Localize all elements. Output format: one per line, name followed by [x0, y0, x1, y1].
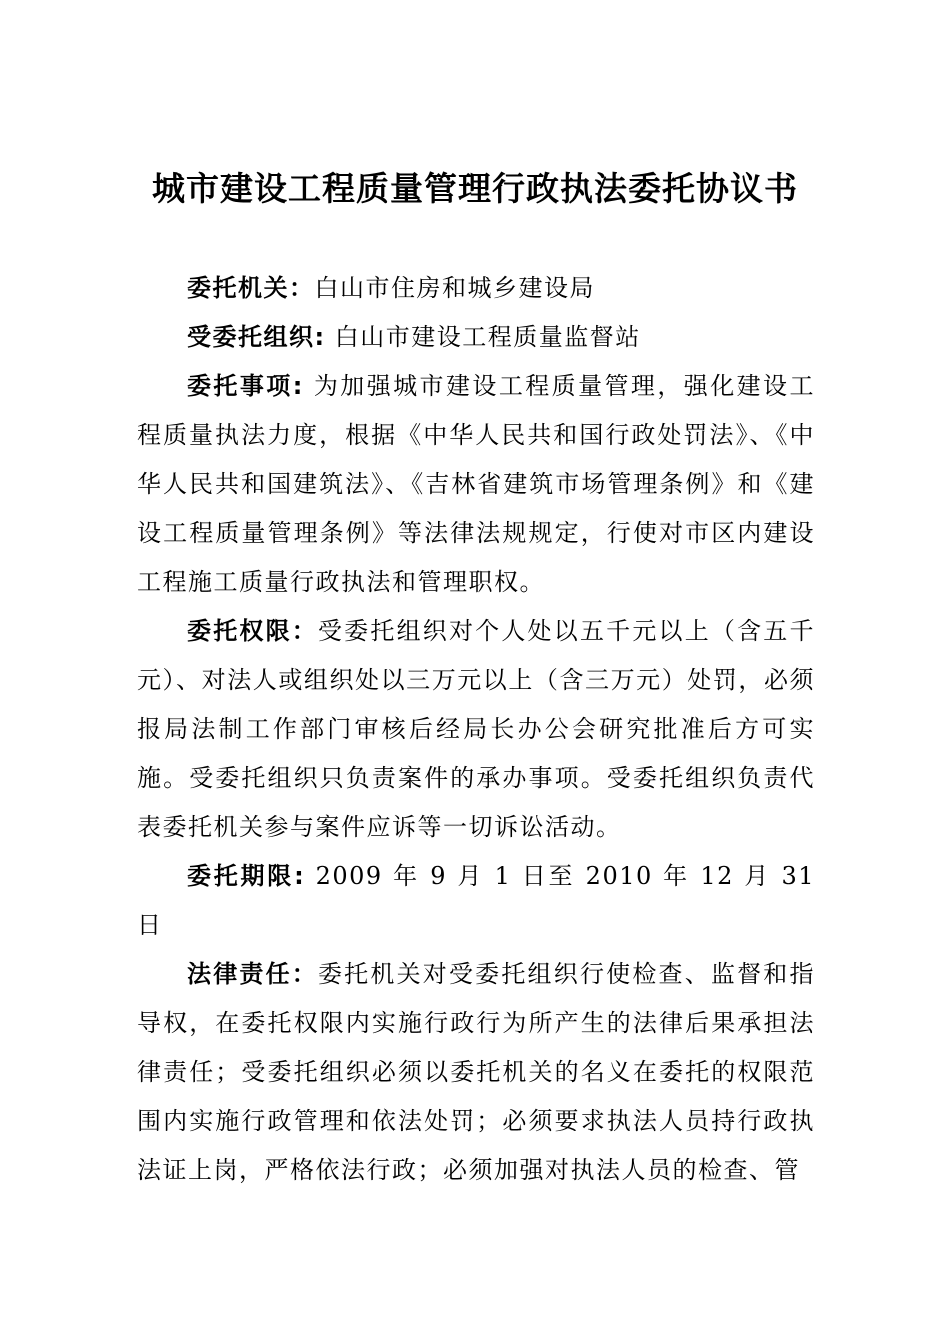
paragraph-entrusted-matters [137, 362, 815, 607]
label-legal-responsibility: 法律责任： [187, 960, 318, 988]
document-body [137, 264, 815, 1195]
text-entrusting-authority: 白山市住房和城乡建设局 [314, 274, 595, 302]
label-entrusted-matters: 委托事项: [187, 372, 304, 400]
paragraph-entrusted-organization [137, 313, 815, 362]
paragraph-entrusting-authority [137, 264, 815, 313]
label-entrusting-authority: 委托机关： [187, 274, 315, 302]
document-title: 城市建设工程质量管理行政执法委托协议书 [152, 169, 798, 208]
text-entrusted-authority-scope: 受委托组织对个人处以五千元以上（含五千元）、对法人或组织处以三万元以上（含三万元）处罚，必须报局法制工作部门审核后经局长办公会研究批准后方可实施。受委托组织只负责案件的承办事项。受委托组织负责代表委托机关参与案件应诉等一切诉讼活动。 [137, 617, 816, 841]
paragraph-entrusted-authority-scope [137, 607, 815, 852]
label-entrusted-authority-scope: 委托权限： [187, 617, 318, 645]
text-legal-responsibility: 委托机关对受委托组织行使检查、监督和指导权，在委托权限内实施行政行为所产生的法律后果承担法律责任；受委托组织必须以委托机关的名义在委托的权限范围内实施行政管理和依法处罚；必须要求执法人员持行政执法证上岗，严格依法行政；必须加强对执法人员的检查、管 [137, 960, 816, 1184]
paragraph-entrustment-period [137, 852, 815, 950]
text-entrustment-period: 2009 年 9 月 1 日至 2010 年 12 月 31 日 [137, 862, 815, 939]
text-entrusted-matters: 为加强城市建设工程质量管理，强化建设工程质量执法力度，根据《中华人民共和国行政处罚法》、《中华人民共和国建筑法》、《吉林省建筑市场管理条例》和《建设工程质量管理条例》等法律法规规定，行使对市区内建设工程施工质量行政执法和管理职权。 [137, 372, 815, 596]
text-entrusted-organization: 白山市建设工程质量监督站 [325, 323, 641, 351]
paragraph-legal-responsibility [137, 950, 815, 1195]
label-entrusted-organization: 受委托组织: [187, 323, 326, 351]
label-entrustment-period: 委托期限: [187, 862, 306, 890]
